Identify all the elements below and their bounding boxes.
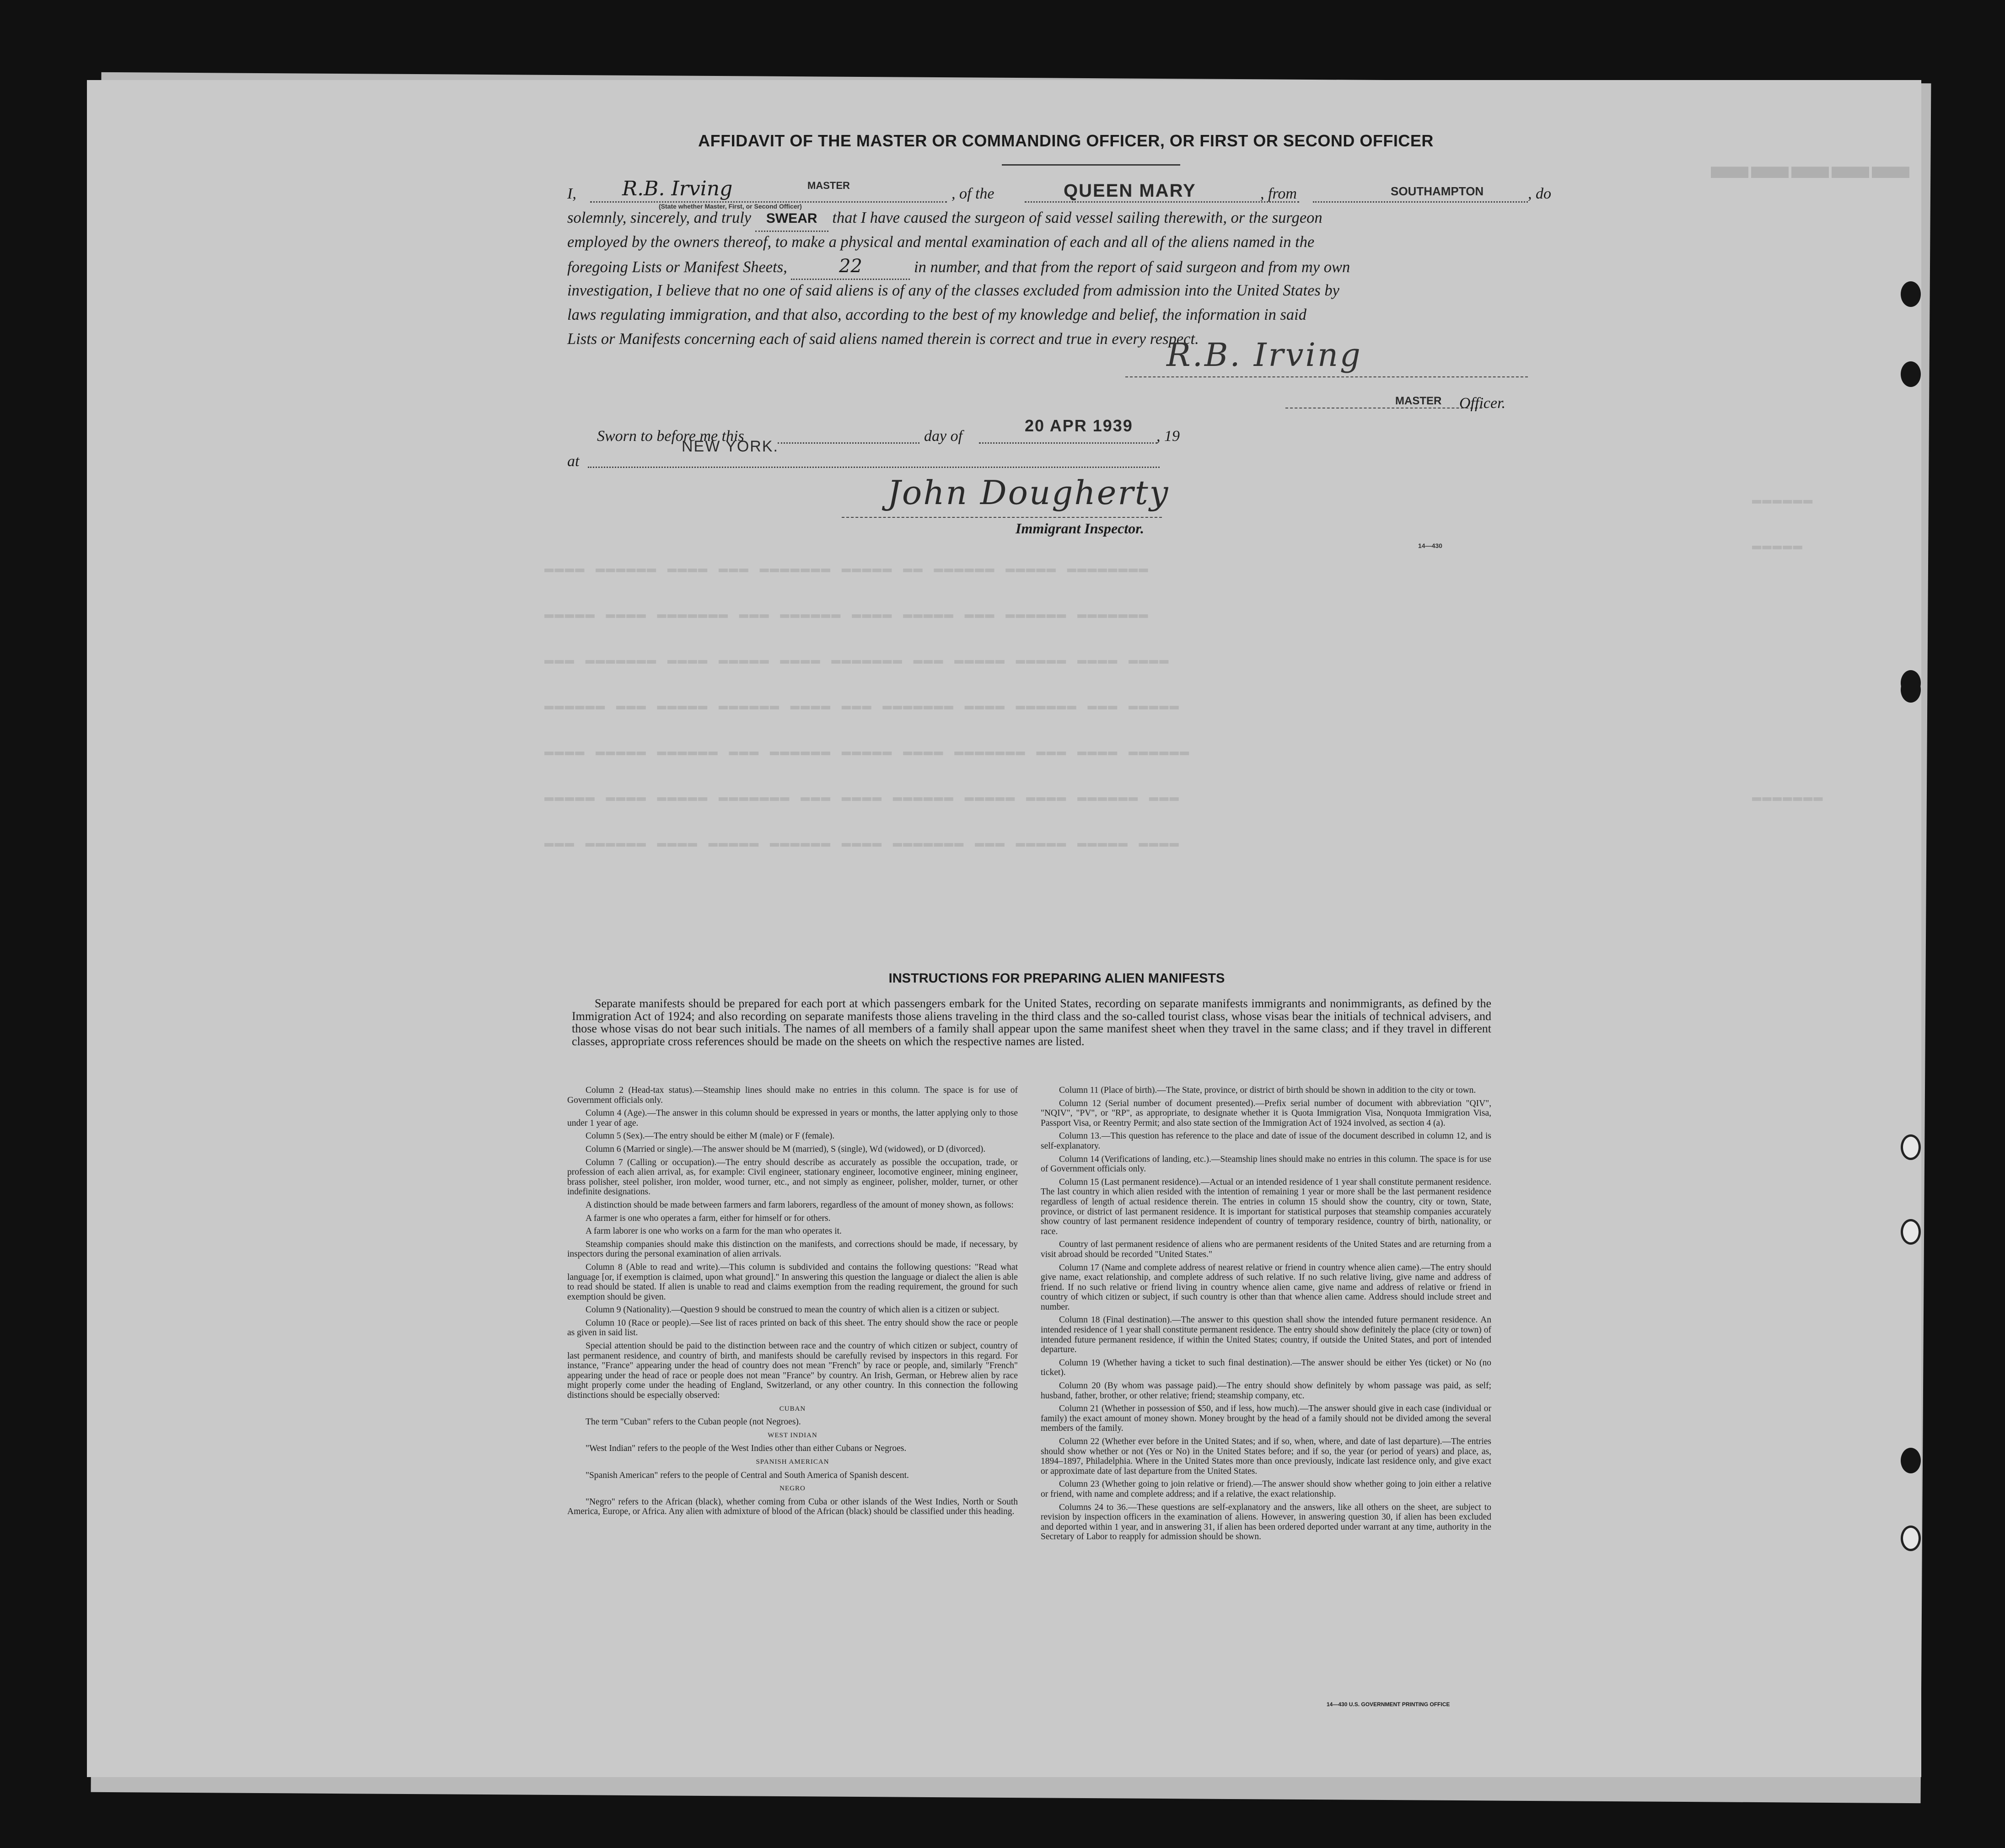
master-name-handwriting: R.B. Irving xyxy=(622,177,733,200)
instruction-paragraph: Column 9 (Nationality).—Question 9 should be construed to mean the country of which alien is a citizen or subject. xyxy=(586,1305,1000,1315)
instruction-paragraph: Column 2 (Head-tax status).—Steamship lines should make no entries in this column. The space is for use of Government officials only. xyxy=(567,1085,1018,1105)
year-prefix: , 19 xyxy=(1156,428,1180,445)
heading-west-indian: WEST INDIAN xyxy=(768,1431,817,1439)
date-stamp: 20 APR 1939 xyxy=(1025,416,1133,435)
form-code: 14—430 xyxy=(1418,542,1442,549)
sworn-day-line xyxy=(778,442,919,444)
instruction-paragraph: "West Indian" refers to the people of the West Indies other than either Cubans or Negroes. xyxy=(586,1444,907,1454)
inspector-signature: John Dougherty xyxy=(887,473,1170,512)
affidavit-line: laws regulating immigration, and that also, according to the best of my knowledge and belief, the information in said xyxy=(567,306,1306,323)
instruction-paragraph: Column 20 (By whom was passage paid).—The entry should show definitely by whom passage was paid, as self; husband, father, brother, or other relative; friend; steamship company, etc. xyxy=(1041,1381,1491,1401)
instruction-paragraph: A farmer is one who operates a farm, either for himself or for others. xyxy=(586,1213,831,1223)
instruction-paragraph: Column 18 (Final destination).—The answer to this question shall show the intended future permanent residence. An intended residence of 1 year shall constitute permanent residence. The entry should show definitely the place (city or town) of intended future permanent residence, if within the United States; country, if outside the United States, and port of intended departure. xyxy=(1041,1315,1491,1355)
instruction-paragraph: Column 5 (Sex).—The entry should be either M (male) or F (female). xyxy=(586,1131,835,1141)
heading-negro: NEGRO xyxy=(779,1485,806,1493)
printing-office-imprint: 14—430 U.S. GOVERNMENT PRINTING OFFICE xyxy=(1327,1701,1450,1708)
affidavit-text: foregoing Lists or Manifest Sheets, xyxy=(567,258,787,276)
instruction-paragraph: Steamship companies should make this distinction on the manifests, and corrections should be made, if necessary, by inspectors during the personal examination of alien arrivals. xyxy=(567,1239,1018,1259)
instruction-paragraph: A farm laborer is one who works on a farm for the man who operates it. xyxy=(586,1226,842,1236)
binder-hole xyxy=(1901,1448,1921,1473)
affidavit-text: in number, and that from the report of said surgeon and from my own xyxy=(914,258,1350,276)
instruction-paragraph: Column 7 (Calling or occupation).—The entry should describe as accurately as possible the occupation, trade, or profession of each alien arrival, as, for example: Civil engineer, stationary engineer, locomotive engineer, mining engineer, brass polisher, steel polisher, iron molder, wood turner, etc., and not simply as engineer, polisher, molder, turner, or other indefinite designations. xyxy=(567,1157,1018,1197)
binder-hole xyxy=(1901,1219,1921,1245)
instruction-paragraph: "Negro" refers to the African (black), whether coming from Cuba or other islands of the West Indies, North or South America, Europe, or Africa. Any alien with admixture of blood of the African (black) should be classified under this heading. xyxy=(567,1497,1018,1517)
heading-cuban: CUBAN xyxy=(779,1405,806,1413)
binder-hole xyxy=(1901,281,1921,307)
ship-fill-line xyxy=(1025,201,1299,203)
manifest-sheet xyxy=(87,80,1921,1777)
title-underline xyxy=(1002,164,1180,166)
instruction-paragraph: Column 13.—This question has reference to the place and date of issue of the document described in column 12, and is self-explanatory. xyxy=(1041,1131,1491,1151)
instruction-paragraph: Column 14 (Verifications of landing, etc.).—Steamship lines should make no entries in this column. The space is for use of Government officials only. xyxy=(1041,1154,1491,1174)
inspector-signature-line xyxy=(842,517,1162,518)
instruction-paragraph: Special attention should be paid to the distinction between race and the country of which citizen or subject, country of last permanent residence, and country of birth, and manifests should be carefully revised by inspectors in this regard. For instance, "France" appearing under the head of country does not mean "French" by race or people, and, similarly "French" appearing under the head of race or people does not mean "France" by country. An Irish, German, or Hebrew alien by race might properly come under the heading of England, Switzerland, or any other country. In this connection the following distinctions should be especially observed: xyxy=(567,1341,1018,1401)
bleed-through-heading: ▬▬▬▬▬ xyxy=(1711,145,1912,186)
rank-caption: (State whether Master, First, or Second Officer) xyxy=(659,203,802,210)
instruction-paragraph: Country of last permanent residence of aliens who are permanent residents of the United States and are returning from a visit abroad should be recorded "United States." xyxy=(1041,1240,1491,1259)
instruction-paragraph: Column 12 (Serial number of document presented).—Prefix serial number of document with abbreviation "QIV", "NQIV", "PV", or "RP", as appropriate, to designate whether it is Quota Immigration Visa, Nonquota Immigration Visa, Passport Visa, or Reentry Permit; and also state section of the Immigration Act of 1924 involved, as section 4 (a). xyxy=(1041,1098,1491,1128)
instruction-paragraph: Column 21 (Whether in possession of $50, and if less, how much).—The answer should give in each case (individual or family) the exact amount of money shown. Money brought by the head of a family should not be divided among the several members of the family. xyxy=(1041,1404,1491,1434)
instruction-paragraph: Column 6 (Married or single).—The answer should be M (married), S (single), Wd (widowed), or D (divorced). xyxy=(586,1144,986,1154)
instruction-paragraph: "Spanish American" refers to the people of Central and South America of Spanish descent. xyxy=(586,1470,909,1480)
inspector-label: Immigrant Inspector. xyxy=(1016,520,1144,537)
master-signature: R.B. Irving xyxy=(1166,336,1362,374)
affidavit-line xyxy=(567,206,1560,232)
from-label: , from xyxy=(1260,185,1297,202)
instructions-left-column xyxy=(567,1085,1018,1520)
affidavit-line: Lists or Manifests concerning each of said aliens named therein is correct and true in every respect. xyxy=(567,330,1199,348)
instruction-paragraph: Columns 24 to 36.—These questions are self-explanatory and the answers, like all others on the sheet, are subject to revision by inspection officers in the examination of aliens. However, in answering question 30, if alien has been excluded and deported within 1 year, and in answering 31, if alien has been ordered deported under warrant at any time, authority in the Secretary of Labor to reapply for admission should be shown. xyxy=(1041,1502,1491,1542)
affidavit-text: solemnly, sincerely, and truly xyxy=(567,209,752,226)
instruction-paragraph: Column 4 (Age).—The answer in this column should be expressed in years or months, the latter applying only to those under 1 year of age. xyxy=(567,1108,1018,1128)
of-the-label: , of the xyxy=(951,185,994,202)
instruction-paragraph: Column 10 (Race or people).—See list of races printed on back of this sheet. The entry should show the race or people as given in said list. xyxy=(567,1318,1018,1338)
binder-hole xyxy=(1901,361,1921,387)
bleed-through-row: ▬▬▬▬▬▬▬ xyxy=(1752,789,1824,806)
pre-name-label: I, xyxy=(567,185,576,202)
instruction-paragraph: A distinction should be made between farmers and farm laborers, regardless of the amount of money shown, as follows: xyxy=(586,1200,1014,1210)
instruction-paragraph: Column 19 (Whether having a ticket to such final destination).—The answer should be either Yes (ticket) or No (no ticket). xyxy=(1041,1358,1491,1378)
departure-port: SOUTHAMPTON xyxy=(1391,184,1484,198)
binder-hole xyxy=(1901,1134,1921,1160)
officer-rank-stamp: MASTER xyxy=(1395,395,1442,407)
bleed-through-row: ▬▬▬▬ ▬▬▬▬▬ ▬▬▬▬▬▬ ▬▬▬ ▬▬▬▬▬▬ ▬▬▬▬▬ ▬▬▬▬ ▬▬▬▬▬▬▬ ▬▬▬ ▬▬▬▬ ▬▬▬▬▬▬ xyxy=(544,743,1190,761)
oath-type: SWEAR xyxy=(755,206,828,232)
bleed-through-row: ▬▬▬▬ ▬▬▬▬▬▬ ▬▬▬▬ ▬▬▬ ▬▬▬▬▬▬▬ ▬▬▬▬▬ ▬▬ ▬▬▬▬▬▬ ▬▬▬▬▬ ▬▬▬▬▬▬▬▬ xyxy=(544,560,1149,578)
officer-label: Officer. xyxy=(1459,395,1506,412)
do-label: , do xyxy=(1528,185,1551,202)
instruction-paragraph: Column 17 (Name and complete address of nearest relative or friend in country whence alien came).—The entry should give name, exact relationship, and complete address of such relative. If no such relative living, give name and address of friend. If no such relative or friend living in country whence alien came, give name and address of relative or friend in country of which citizen or subject, if such country is other than that whence alien came. Address should include street and number. xyxy=(1041,1262,1491,1312)
day-of-label: day of xyxy=(924,428,963,445)
instruction-paragraph: Column 15 (Last permanent residence).—Actual or an intended residence of 1 year shall constitute permanent residence. The last country in which alien resided with the intention of remaining 1 year or more shall be the last permanent residence regardless of length of actual residence therein. The entries in column 15 should show the country, city or town, State, province, or district of last permanent residence. It is important for statistical purposes that steamship companies accurately show country of last permanent residence independent of country of temporary residence, country of birth, nationality, or race. xyxy=(1041,1177,1491,1236)
affidavit-title: AFFIDAVIT OF THE MASTER OR COMMANDING OFFICER, OR FIRST OR SECOND OFFICER xyxy=(698,131,1434,150)
rank-printed: MASTER xyxy=(807,180,850,191)
instruction-paragraph: Column 8 (Able to read and write).—This column is subdivided and contains the following questions: "Read what language [or, if exemption is claimed, upon what ground]." In answering this question the language or dialect the alien is able to read should be stated. If alien is unable to read and claims exemption from the reading requirement, the ground for such exemption should be given. xyxy=(567,1262,1018,1302)
instructions-right-column xyxy=(1041,1085,1491,1545)
bleed-through-row: ▬▬▬▬▬ xyxy=(1752,537,1804,555)
instruction-paragraph: The term "Cuban" refers to the Cuban people (not Negroes). xyxy=(586,1417,801,1427)
sworn-month-line xyxy=(979,442,1157,444)
signature-line xyxy=(1125,376,1528,377)
instruction-paragraph: Column 11 (Place of birth).—The State, province, or district of birth should be shown in addition to the city or town. xyxy=(1059,1085,1476,1095)
binder-hole xyxy=(1901,677,1921,703)
affidavit-line: investigation, I believe that no one of said aliens is of any of the classes excluded from admission into the United States by xyxy=(567,282,1339,299)
heading-spanish-american: SPANISH AMERICAN xyxy=(756,1458,829,1466)
sworn-place: NEW YORK. xyxy=(682,438,779,455)
sworn-label: Sworn to before me this xyxy=(597,428,744,445)
ship-name: QUEEN MARY xyxy=(1064,181,1196,201)
bleed-through-row: ▬▬▬▬▬ ▬▬▬▬ ▬▬▬▬▬▬▬ ▬▬▬ ▬▬▬▬▬▬ ▬▬▬▬ ▬▬▬▬▬ ▬▬▬ ▬▬▬▬▬▬ ▬▬▬▬▬▬▬ xyxy=(544,606,1149,623)
bleed-through-row: ▬▬▬▬▬▬ xyxy=(1752,492,1814,509)
bleed-through-row: ▬▬▬▬▬▬ ▬▬▬ ▬▬▬▬▬ ▬▬▬▬▬▬ ▬▬▬▬ ▬▬▬ ▬▬▬▬▬▬▬ ▬▬▬▬ ▬▬▬▬▬▬ ▬▬▬ ▬▬▬▬▬ xyxy=(544,698,1180,715)
bleed-through-row: ▬▬▬▬▬ ▬▬▬▬ ▬▬▬▬▬ ▬▬▬▬▬▬▬ ▬▬▬ ▬▬▬▬ ▬▬▬▬▬▬ ▬▬▬▬▬ ▬▬▬▬ ▬▬▬▬▬▬ ▬▬▬ xyxy=(544,789,1180,806)
affidavit-line: employed by the owners thereof, to make a physical and mental examination of each and all of the aliens named in the xyxy=(567,233,1315,251)
instructions-intro: Separate manifests should be prepared for each port at which passengers embark for the United States, recording on separate manifests immigrants and nonimmigrants, as defined by the Immigration Act of 1924; and also recording on separate manifests those aliens traveling in the third class and the so-called tourist class, whose visas bear the initials of technical advisers, and those whose visas do not bear such initials. The names of all members of a family shall appear upon the same manifest sheet when they travel in the same class; and if they travel in different classes, appropriate cross references should be made on the sheets on which the respective names are listed. xyxy=(572,997,1491,1048)
manifest-sheet-count: 22 xyxy=(791,254,910,280)
binder-hole xyxy=(1901,1526,1921,1551)
port-fill-line xyxy=(1313,201,1528,203)
place-line xyxy=(588,467,1160,468)
affidavit-line xyxy=(567,254,1560,280)
instructions-title: INSTRUCTIONS FOR PREPARING ALIEN MANIFESTS xyxy=(888,971,1225,986)
instruction-paragraph: Column 23 (Whether going to join relative or friend).—The answer should show whether going to join either a relative or friend, with name and complete address; and if a relative, the exact relationship. xyxy=(1041,1479,1491,1499)
instruction-paragraph: Column 22 (Whether ever before in the United States; and if so, when, where, and date of last departure).—The entries should show whether or not (Yes or No) in the United States before; and if so, the year (or period of years) and place, as, 1894–1897, Philadelphia. Where in the United States more than once previously, indicate last residence only, and give exact or approximate date of last departure from the United States. xyxy=(1041,1437,1491,1476)
bleed-through-row: ▬▬▬ ▬▬▬▬▬▬ ▬▬▬▬ ▬▬▬▬▬ ▬▬▬▬▬▬ ▬▬▬▬ ▬▬▬▬▬▬▬ ▬▬▬ ▬▬▬▬▬ ▬▬▬▬▬ ▬▬▬▬ xyxy=(544,835,1180,852)
bleed-through-row: ▬▬▬ ▬▬▬▬▬▬▬ ▬▬▬▬ ▬▬▬▬▬ ▬▬▬▬ ▬▬▬▬▬▬▬ ▬▬▬ ▬▬▬▬▬ ▬▬▬▬▬ ▬▬▬▬ ▬▬▬▬ xyxy=(544,652,1170,669)
affidavit-text: that I have caused the surgeon of said vessel sailing therewith, or the surgeon xyxy=(832,209,1322,226)
at-label: at xyxy=(567,453,580,470)
